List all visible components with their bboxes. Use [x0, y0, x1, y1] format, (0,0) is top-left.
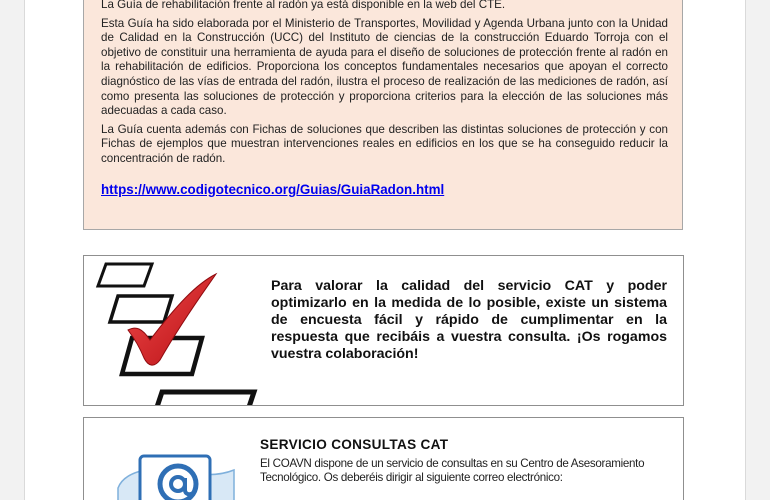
- cat-title: SERVICIO CONSULTAS CAT: [260, 437, 449, 452]
- checklist-checkmark-icon: [84, 256, 266, 406]
- guide-paragraph-2: La Guía cuenta además con Fichas de soluciones que describen las distintas soluciones de protección y con Fichas de ejemplos que muestran intervenciones reales en edificios en los que se ha conseguido reducir la concentración de radón.: [101, 122, 668, 165]
- survey-message: Para valorar la calidad del servicio CAT y poder optimizarlo en la medida de lo posible, existe un sistema de encuesta fácil y rápido de cumplimentar en la respuesta que recibáis a vuestra consulta. ¡Os rogamos vuestra colaboración!: [271, 278, 667, 362]
- radon-guide-box: [83, 0, 683, 230]
- radon-guide-link[interactable]: https://www.codigotecnico.org/Guias/GuiaRadon.html: [101, 181, 445, 197]
- cat-service-box: [83, 417, 684, 500]
- email-envelope-icon: [110, 448, 240, 500]
- newsletter-page: [24, 0, 746, 500]
- guide-intro: La Guía de rehabilitación frente al radón ya está disponible en la web del CTE.: [101, 0, 506, 11]
- survey-box: [83, 255, 684, 406]
- guide-paragraph-1: Esta Guía ha sido elaborada por el Ministerio de Transportes, Movilidad y Agenda Urbana junto con la Unidad de Calidad en la Construcción (UCC) del Instituto de ciencias de la construcción Eduardo Torroja con el objetivo de constituir una herramienta de ayuda para el diseño de soluciones de protección frente al radón en la rehabilitación de edificios. Proporciona los conceptos fundamentales necesarios que apoyan el correcto diagnóstico de las vías de entrada del radón, ilustra el proceso de realización de las mediciones de radón, así como presenta las soluciones de protección y proporciona criterios para la elección de las soluciones más adecuadas a cada caso.: [101, 16, 668, 118]
- cat-description: El COAVN dispone de un servicio de consultas en su Centro de Asesoramiento Tecnológico. Os deberéis dirigir al siguiente correo electrónico:: [260, 457, 645, 484]
